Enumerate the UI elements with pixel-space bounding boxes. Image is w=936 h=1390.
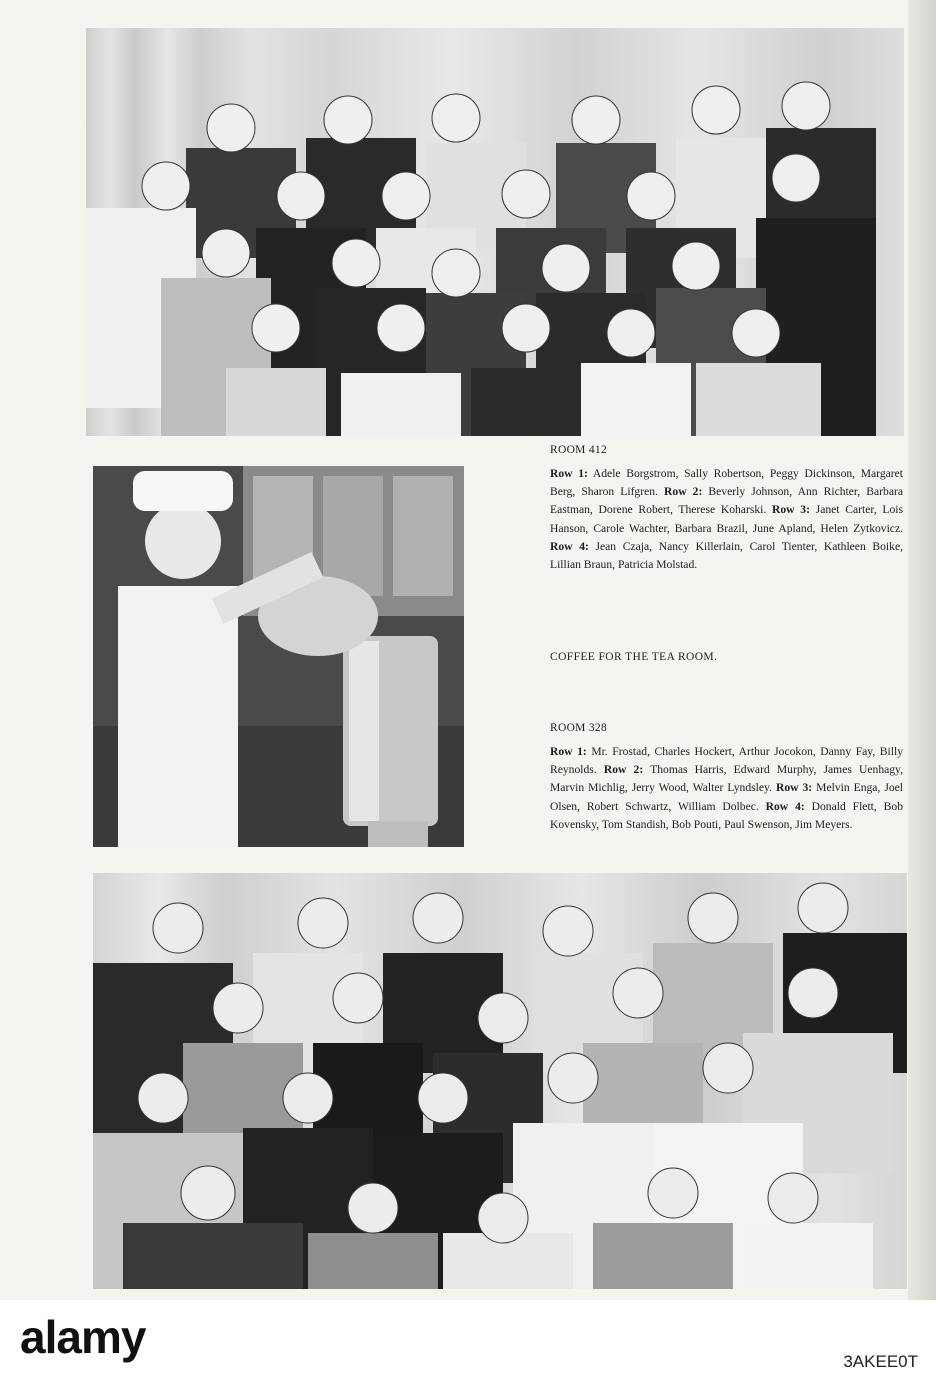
room-412-row4-label: Row 4:	[550, 539, 589, 553]
room-328-row1-names: Mr. Frostad, Charles Hockert, Arthur Jocokon, Danny Fay, Billy Reynolds.	[550, 745, 903, 777]
room-412-row1-label: Row 1:	[550, 467, 588, 480]
room-328-caption	[550, 722, 903, 834]
room-328-names	[550, 743, 903, 834]
room-412-row4-names: Jean Czaja, Nancy Killerlain, Carol Tienter, Kathleen Boike, Lillian Braun, Patricia Molstad.	[550, 539, 903, 572]
room-412-group-photo	[86, 28, 904, 436]
room-328-row1-label: Row 1:	[550, 745, 587, 758]
room-328-row4-names: Donald Flett, Bob Kovensky, Tom Standish, Bob Pouti, Paul Swenson, Jim Meyers.	[550, 799, 903, 831]
image-id: 3AKEE0T	[843, 1352, 918, 1371]
alamy-logo: alamy	[20, 1311, 146, 1363]
room-412-caption	[550, 444, 903, 574]
room-412-row3-names: Janet Carter, Lois Hanson, Carole Wachter, Barbara Brazil, June Apland, Helen Zytkovicz.	[550, 503, 903, 535]
room-328-group-photo	[93, 873, 907, 1289]
room-328-row2-label: Row 2:	[603, 763, 644, 777]
room-328-row2-names: Thomas Harris, Edward Murphy, James Uenhagy, Marvin Michlig, Jerry Wood, Walter Lyndsley.	[550, 763, 903, 795]
room-328-heading: ROOM 328	[550, 722, 608, 734]
room-412-names	[550, 465, 903, 574]
room-412-row1-names: Adele Borgstrom, Sally Robertson, Peggy Dickinson, Margaret Berg, Sharon Lifgren.	[550, 467, 903, 499]
page-edge-shadow	[908, 0, 936, 1300]
room-328-row3-label: Row 3:	[775, 781, 813, 795]
coffee-caption: COFFEE FOR THE TEA ROOM.	[550, 651, 718, 663]
room-412-row3-label: Row 3:	[771, 503, 810, 517]
room-328-row3-names: Melvin Enga, Joel Olsen, Robert Schwartz, William Dolbec.	[550, 781, 903, 813]
room-412-heading: ROOM 412	[550, 444, 608, 456]
room-328-row4-label: Row 4:	[765, 799, 805, 813]
room-412-row2-names: Beverly Johnson, Ann Richter, Barbara Eastman, Dorene Robert, Therese Koharski.	[550, 485, 903, 517]
coffee-photo	[93, 466, 464, 847]
room-412-row2-label: Row 2:	[664, 485, 703, 499]
